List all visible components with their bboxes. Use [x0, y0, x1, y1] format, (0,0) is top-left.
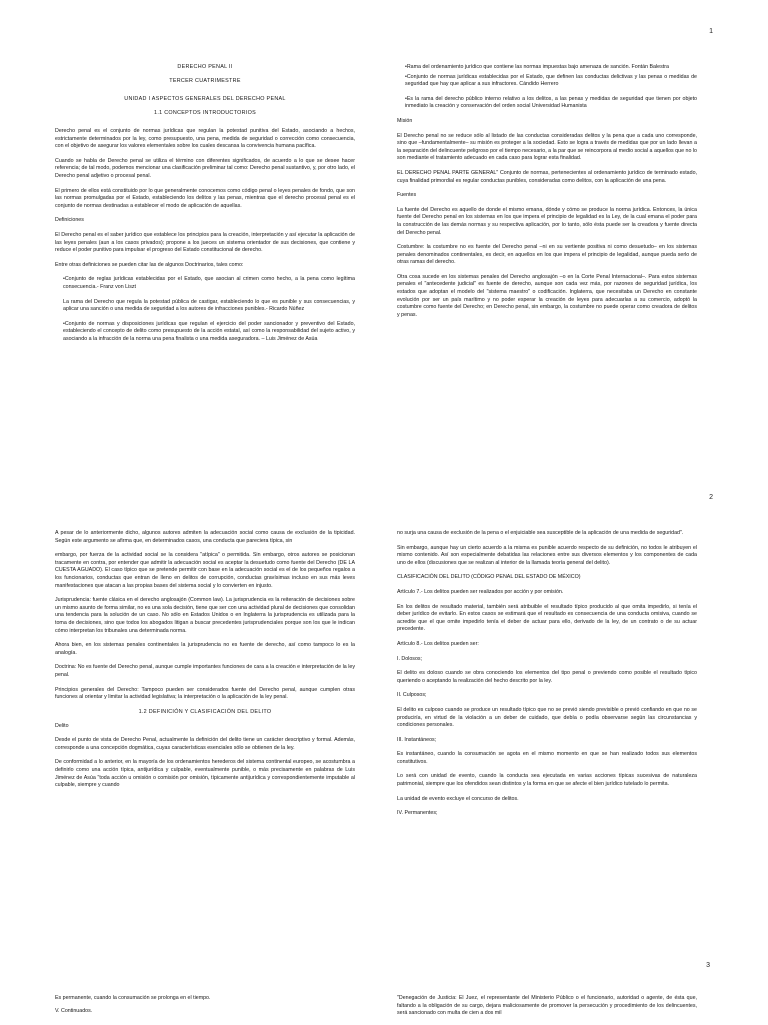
quote-item: • Conjunto de normas y disposiciones jurídicas que regulan el ejercicio del poder sancionador y preventivo del Estado, estableciendo el concepto de delito como presupuesto de la acción estatal, así como la responsabilidad del sujeto activo, y asociando a la infracción de la norma una pena finalista o una medida aseguradora. – Luis Jiménez de Asúa [55, 321, 355, 344]
paragraph: IV. Permanentes; [397, 810, 438, 817]
paragraph: CLASIFICACIÓN DEL DELITO (CÓDIGO PENAL DEL ESTADO DE MÉXICO) [397, 574, 581, 581]
paragraph: Principios generales del Derecho: Tampoco pueden ser considerados fuente del Derecho penal, aunque cumplen otras funciones al orientar y limitar la actividad legislativa; la interpretación o la aplicación de la ley penal. [55, 686, 355, 701]
page-1 [0, 0, 768, 470]
page-3-left-column [55, 995, 355, 1022]
paragraph: Jurisprudencia: fuente clásica en el derecho anglosajón (Common law). La jurisprudencia es la reiteración de decisiones sobre un mismo asunto de forma similar, no es una sola decisión, tiene que ser con una actividad plural de decisiones que consolidan una tendencia para la solución de un caso. No sólo en Estados Unidos o en Inglaterra la jurisprudencia es utilizada para la toma de decisiones, sino que todos los abogados litigan a buscar precedentes jurisprudenciales porque son los que le indican cómo interpretan los tribunales una determinada norma. [55, 597, 355, 634]
quote-item: • Es la rama del derecho público interno relativo a los delitos, a las penas y medidas de seguridad que tienen por objeto inmediato la creación y conservación del orden social Universidad Humanista [397, 96, 697, 111]
page-number: 1 [709, 28, 713, 35]
paragraph: III. Instantáneos; [397, 736, 437, 743]
paragraph: Artículo 7.- Los delitos pueden ser realizados por acción y por omisión. [397, 588, 564, 595]
paragraph: "Denegación de Justicia: El Juez, el representante del Ministerio Público o el funcionario, autoridad o agente, de ésta que, faltando a la obligación de su cargo, dejara maliciosamente de promover la persecución y procedimiento de los delincuentes, será sancionado con multa de cien a dos mil [397, 995, 697, 1017]
doc-title-line: DERECHO PENAL II [177, 64, 233, 70]
paragraph: El delito es doloso cuando se obra conociendo los elementos del tipo penal o previendo como posible el resultado típico queriendo o aceptando la realización del hecho descrito por la ley. [397, 670, 697, 684]
paragraph: embargo, por fuerza de la actividad social se la considera "atípica" o permitida. Sin embargo, otros autores se posicionan tracamente en contra, por entender que admitir la adecuación social es aceptar la desuetudo como fuente del Derecho (DE LA CUESTA AGUADO). El caso típico que se pretende permitir con base en la adecuación social es el de los pequeños regalos a los funcionarios, conductas que entran de lleno en delitos de corrupción, conductas gravísimas incluso en sus más leves manifestaciones que atacan a las propias bases del sistema social y lo convierten en injusto. [55, 552, 355, 589]
paragraph: Sin embargo, aunque hay un cierto acuerdo a la misma es punible acuerdo respecto de su definición, no todos le atribuyen el mismo contenido. Así son especialmente debatidas las relaciones entre sus diversos elementos y los componentes de cada uno de ellos (discusiones que se realizan al interior de la llamada teoría general del delito). [397, 544, 697, 566]
quote-item: • Rama del ordenamiento jurídico que contiene las normas impuestas bajo amenaza de sanción. Fontán Balestra [397, 64, 697, 72]
section-label: Misión [397, 117, 413, 124]
paragraph: El Derecho penal es el saber jurídico que establece los principios para la creación, interpretación y así ejecutar la aplicación de las leyes penales (aun a los casos privados); propone a los jueces un sistema orientador de sus decisiones, que contiene y reduce el poder punitivo para impulsar el progreso del Estado constitucional de derecho. [55, 231, 355, 254]
unit-title: UNIDAD I ASPECTOS GENERALES DEL DERECHO PENAL [124, 96, 286, 102]
paragraph: Derecho penal es el conjunto de normas jurídicas que regulan la potestad punitiva del Estado, asociando a hechos, estrictamente determinados por la ley, como presupuesto, una pena, medida de seguridad o corrección como consecuencia, con el objetivo de asegurar los valores elementales sobre los cuales descansa la convivencia humana pacífica. [55, 128, 355, 150]
paragraph: V. Continuados. [55, 1007, 93, 1014]
paragraph: Desde el punto de vista de Derecho Penal, actualmente la definición del delito tiene un carácter descriptivo y formal. Además, corresponde a una concepción dogmática, cuyas características esenciales sólo se obtienen de la ley. [55, 737, 355, 751]
page-2-right-column [397, 530, 697, 825]
paragraph: El Derecho penal no se reduce sólo al listado de las conductas consideradas delitos y la pena que a cada uno corresponde, sino que –fundamentalmente– su misión es proteger a la sociedad. Esto se logra a través de medidas que por un lado llevan a la separación del delincuente peligroso por el tiempo necesario, a la par que se reincorpora al medio social a aquellos que no lo son mediante el tratamiento adecuado en cada caso para lograr esta finalidad. [397, 132, 697, 162]
page-3 [0, 950, 768, 1024]
paragraph: Doctrina: No es fuente del Derecho penal, aunque cumple importantes funciones de cara a la creación e interpretación de la ley penal. [55, 664, 355, 678]
page-number: 3 [706, 962, 710, 969]
paragraph: El delito es culposo cuando se produce un resultado típico que no se previó siendo previsible o previó confiando en que no se produciría, en virtud de la violación a un deber de cuidado, que debía o podía observarse según las circunstancias y condiciones personales. [397, 706, 697, 729]
quote-item: • Conjunto de reglas jurídicas establecidas por el Estado, que asocian al crimen como hecho, a la pena como legítima consecuencia.- Franz von Liszt [55, 276, 355, 291]
paragraph: La unidad de evento excluye el concurso de delitos. [397, 795, 519, 802]
paragraph: Lo será con unidad de evento, cuando la conducta sea ejecutada en varias acciones típicas sucesivas de naturaleza patrimonial, siempre que los ofendidos sean distintos y la forma en que se afecte el bien jurídico tutelado lo permita. [397, 773, 697, 788]
paragraph: Entre otras definiciones se pueden citar las de algunos Doctrinarios, tales como: [55, 261, 244, 268]
unit-subtitle: 1.1 CONCEPTOS INTRODUCTORIOS [154, 110, 256, 116]
section-label: Definiciones [55, 217, 84, 224]
paragraph: no surja una causa de exclusión de la pena o el enjuiciable sea susceptible de la aplicación de una medida de seguridad". [397, 530, 684, 536]
paragraph: I. Dolosos; [397, 655, 423, 662]
page-1-left-column [55, 64, 355, 350]
section-label: Delito [55, 722, 69, 729]
section-label: Fuentes [397, 192, 417, 199]
quote-item: La rama del Derecho que regula la potestad pública de castigar, estableciendo lo que es punible y sus consecuencias, y aplicar una sanción o una medida de seguridad a los autores de infracciones punibles.- Ricardo Núñez [63, 298, 355, 313]
page-3-right-column [397, 995, 697, 1025]
quote-item: • Conjunto de normas jurídicas establecidas por el Estado, que definen las conductas delictivas y las penas o medidas de seguridad que hay que aplicar a sus infractores. Cándido Herrero [397, 74, 697, 89]
paragraph: El primero de ellos está constituido por lo que generalmente conocemos como código penal o leyes penales de fondo, que son las normas promulgadas por el Estado, estableciendo los delitos y las penas, mientras que el derecho procesal penal es el conjunto de normas destinadas a establecer el modo de aplicación de aquellas. [55, 187, 355, 209]
page-2 [0, 470, 768, 950]
doc-subtitle-line: TERCER CUATRIMESTRE [169, 78, 241, 84]
paragraph: A pesar de lo anteriormente dicho, algunos autores admiten la adecuación social como causa de exclusión de la tipicidad. Según este argumento se afirma que, en determinados casos, una conducta que pareciera típica, sin [55, 530, 355, 544]
page-2-left-column [55, 530, 355, 797]
paragraph: Cuando se habla de Derecho penal se utiliza el término con diferentes significados, de acuerdo a lo que se desee hacer referencia; de tal modo, podemos mencionar una clasificación preliminar tal como: Derecho penal sustantivo, y, por otro lado, el Derecho penal adjetivo o procesal penal. [55, 157, 355, 179]
paragraph: EL DERECHO PENAL PARTE GENERAL" Conjunto de normas, pertenecientes al ordenamiento jurídico de terminado estado, cuya finalidad primordial es regular conductas punibles, consideradas como delitos, con la aplicación de una pena. [397, 169, 697, 184]
paragraph: Costumbre: la costumbre no es fuente del Derecho penal –ni en su vertiente positiva ni como desuetudo– en los sistemas penales denominados continentales, es decir, en aquellos en los que impera el principio de legalidad, aunque pueda serlo de otras ramas del derecho. [397, 244, 697, 266]
paragraph: Es permanente, cuando la consumación se prolonga en el tiempo. [55, 995, 211, 1001]
page-number: 2 [709, 494, 713, 501]
section-heading: 1.2 DEFINICIÓN Y CLASIFICACIÓN DEL DELITO [138, 708, 272, 715]
paragraph: En los delitos de resultado material, también será atribuible el resultado típico producido al que omita impedirlo, si tenía el deber jurídico de evitarlo. En estos casos se estimará que el resultado es consecuencia de una conducta omisiva, cuando se acredite que el que omite impedirlo tenía el deber de actuar para ello, derivado de la ley, de un contrato o de su actuar precedente. [397, 603, 697, 633]
page-1-right-column [397, 64, 697, 326]
paragraph: De conformidad a lo anterior, en la mayoría de los ordenamientos herederos del sistema continental europeo, se acostumbra a definirlo como una acción típica, antijurídica y culpable, eventualmente punible, o más precisamente en palabras de Luis Jiménez de Asúa "toda acción u omisión o comisión por omisión, típicamente antijurídica y correspondientemente imputable al culpable, siempre y cuando [55, 759, 355, 789]
paragraph: Artículo 8.- Los delitos pueden ser: [397, 640, 479, 647]
paragraph: Ahora bien, en los sistemas penales continentales la jurisprudencia no es fuente de derecho, así como tampoco lo es la analogía. [55, 642, 355, 656]
paragraph: Otra cosa sucede en los sistemas penales del Derecho anglosajón –o en la Corte Penal Internacional–. Para estos sistemas penales el "antecedente judicial" es fuente de derecho, aunque son cada vez más, por razones de seguridad jurídica, los estados que adoptan el modelo del "sistema maestro" o codificación. Inglaterra, que necesitaba un Derecho en constante evolución por ser un país marítimo y no poder esperar la creación de leyes para adecuarlas a su comercio, adoptó la costumbre como fuente del Derecho; en Derecho penal, sin embargo, la costumbre no puede operar como creadora de delitos y penas. [397, 273, 697, 318]
paragraph: La fuente del Derecho es aquello de donde el mismo emana, dónde y cómo se produce la norma jurídica. Entonces, la única fuente del Derecho penal en los sistemas en los que impera el principio de legalidad es la Ley, de la cual emana el poder para la construcción de las demás normas y su respectiva aplicación, por lo tanto, sólo ésta puede ser la creadora y fuente directa del Derecho penal. [397, 206, 697, 236]
paragraph: Es instantáneo, cuando la consumación se agota en el mismo momento en que se han realizado todos sus elementos constitutivos. [397, 751, 697, 765]
paragraph: II. Culposos; [397, 692, 427, 699]
